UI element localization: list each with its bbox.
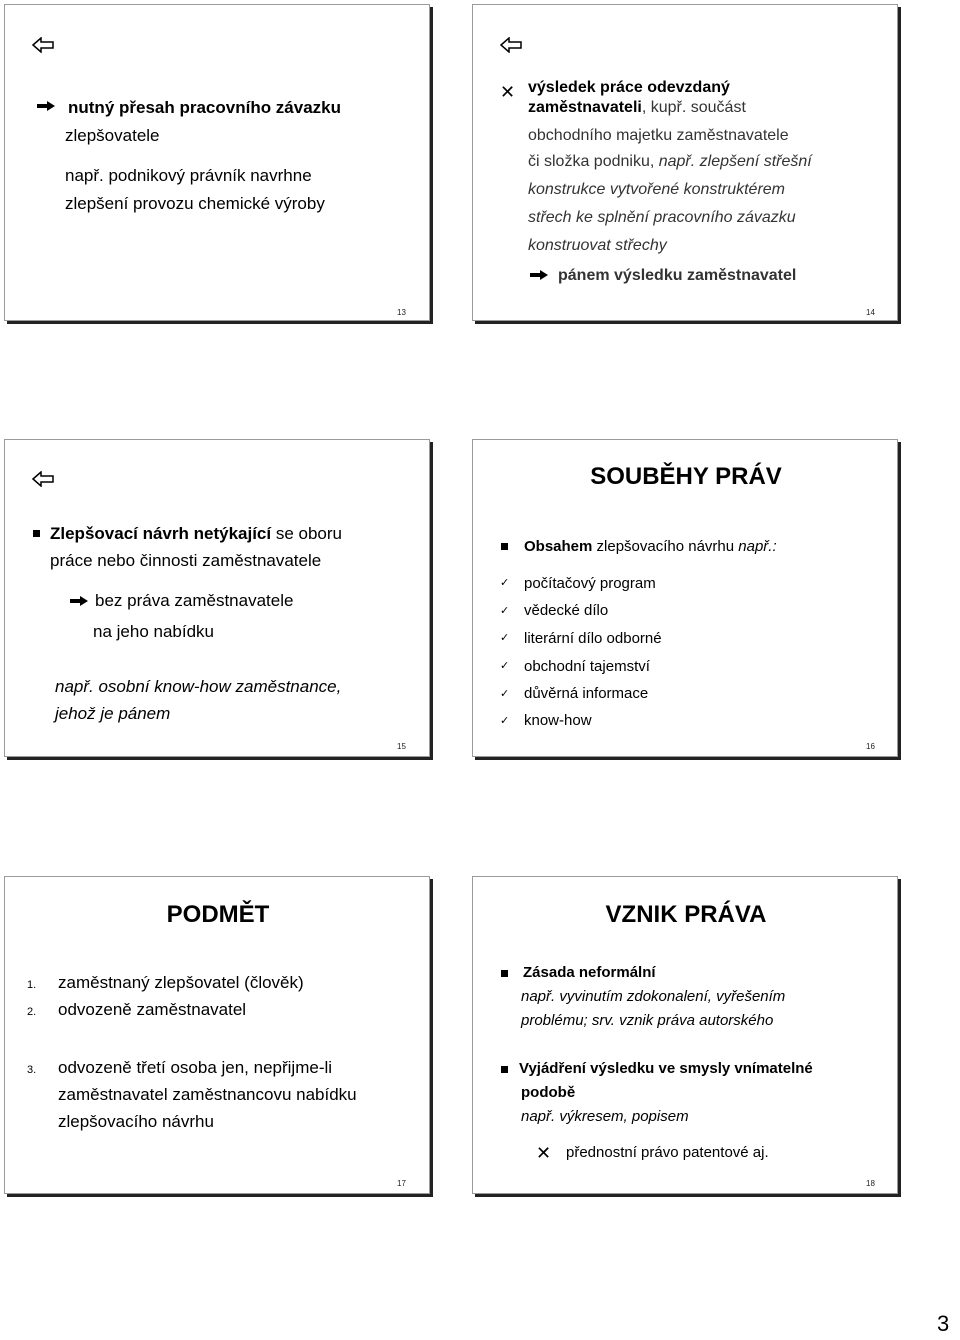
s14-line-5: konstrukce vytvořené konstruktérem bbox=[528, 181, 785, 198]
square-bullet-icon bbox=[501, 1066, 508, 1073]
s18-title: VZNIK PRÁVA bbox=[605, 901, 767, 928]
s14-line-4b: např. zlepšení střešní bbox=[658, 153, 812, 170]
s14-x-bold-1: výsledek práce odevzdaný bbox=[528, 79, 730, 96]
ordered-item-number: 2. bbox=[27, 1006, 37, 1018]
ordered-item-number: 3. bbox=[27, 1064, 37, 1076]
slide-13 bbox=[4, 4, 430, 321]
s16-item: literární dílo odborné bbox=[524, 630, 662, 647]
s14-line-3: obchodního majetku zaměstnavatele bbox=[528, 127, 789, 144]
s13-bullet-bold: nutný přesah pracovního závazku bbox=[68, 98, 342, 117]
s18-b1-line-3: problému; srv. vznik práva autorského bbox=[521, 1012, 774, 1029]
s17-title: PODMĚT bbox=[166, 901, 270, 928]
s16-item: obchodní tajemství bbox=[524, 658, 650, 675]
s17-item-3-line-2: zaměstnavatel zaměstnancovu nabídku bbox=[58, 1085, 357, 1104]
s16-lead bbox=[524, 533, 777, 560]
square-bullet-icon bbox=[501, 543, 508, 550]
slide-number: 13 bbox=[397, 308, 406, 317]
back-arrow-icon bbox=[32, 471, 54, 487]
s16-lead-ital: např.: bbox=[738, 538, 777, 555]
square-bullet-icon bbox=[33, 530, 40, 537]
s13-bullet-cont: zlepšovatele bbox=[65, 126, 160, 145]
s18-b2-bold-2: podobě bbox=[521, 1084, 576, 1101]
slide-17 bbox=[4, 876, 430, 1194]
s14-line-4 bbox=[528, 152, 812, 172]
s16-item: know-how bbox=[524, 712, 592, 729]
s15-bullet-line-2: práce nebo činnosti zaměstnavatele bbox=[50, 551, 322, 570]
s13-example-1: např. podnikový právník navrhne bbox=[65, 166, 312, 185]
s18-b1-bold: Zásada neformální bbox=[523, 964, 656, 981]
pointing-hand-icon bbox=[69, 595, 89, 607]
s15-bullet-bold: Zlepšovací návrh netýkající bbox=[50, 524, 272, 543]
slide-number: 18 bbox=[866, 1179, 875, 1188]
s15-bullet-rest: se oboru bbox=[271, 524, 342, 543]
s16-item: důvěrná informace bbox=[524, 685, 649, 702]
slide-number: 16 bbox=[866, 742, 875, 751]
check-icon: ✓ bbox=[500, 660, 510, 672]
s16-title: SOUBĚHY PRÁV bbox=[590, 463, 782, 490]
s16-item: vědecké dílo bbox=[524, 602, 609, 619]
x-mark-icon: ✕ bbox=[536, 1143, 552, 1163]
s18-x-text: přednostní právo patentové aj. bbox=[566, 1144, 769, 1161]
s15-hand-line-1: bez práva zaměstnavatele bbox=[95, 591, 294, 610]
ordered-item-number: 1. bbox=[27, 979, 37, 991]
s16-lead-rest: zlepšovacího návrhu bbox=[592, 538, 739, 555]
s16-lead-bold: Obsahem bbox=[524, 538, 593, 555]
s14-x-bold-2: zaměstnavateli bbox=[528, 99, 642, 116]
slide-number: 14 bbox=[866, 308, 875, 317]
s15-bullet-line-1 bbox=[50, 520, 342, 548]
s14-line-7: konstruovat střechy bbox=[528, 237, 667, 254]
s14-line-6: střech ke splnění pracovního závazku bbox=[528, 209, 796, 226]
s16-item: počítačový program bbox=[524, 575, 656, 592]
s14-hand-text: pánem výsledku zaměstnavatel bbox=[558, 267, 797, 284]
s15-example-2: jehož je pánem bbox=[55, 704, 171, 723]
x-mark-icon: ✕ bbox=[500, 82, 516, 102]
s13-example-2: zlepšení provozu chemické výroby bbox=[65, 194, 325, 213]
slide-16 bbox=[472, 439, 898, 757]
check-icon: ✓ bbox=[500, 715, 510, 727]
s18-b2-bold-1: Vyjádření výsledku ve smysly vnímatelné bbox=[519, 1060, 813, 1077]
s18-b1-line-2: např. vyvinutím zdokonalení, vyřešením bbox=[521, 988, 786, 1005]
s14-x-tail-2: , kupř. součást bbox=[641, 99, 746, 116]
slide-15 bbox=[4, 439, 430, 757]
s14-x-line-2 bbox=[528, 98, 746, 118]
s15-hand-line-2: na jeho nabídku bbox=[93, 622, 214, 641]
s17-item-3-line-1: odvozeně třetí osoba jen, nepřijme-li bbox=[58, 1058, 333, 1077]
s18-b2-line-3: např. výkresem, popisem bbox=[521, 1108, 689, 1125]
page-number: 3 bbox=[937, 1311, 950, 1336]
s14-line-4a: či složka podniku, bbox=[528, 153, 659, 170]
slide-14 bbox=[472, 4, 898, 321]
check-icon: ✓ bbox=[500, 688, 510, 700]
square-bullet-icon bbox=[501, 970, 508, 977]
check-icon: ✓ bbox=[500, 577, 510, 589]
s17-item-2: odvozeně zaměstnavatel bbox=[58, 1000, 247, 1019]
pointing-hand-icon bbox=[36, 100, 56, 112]
back-arrow-icon bbox=[32, 37, 54, 53]
slide-number: 17 bbox=[397, 1179, 406, 1188]
s17-item-3-line-3: zlepšovacího návrhu bbox=[58, 1112, 214, 1131]
pointing-hand-icon bbox=[529, 269, 549, 281]
slide-18 bbox=[472, 876, 898, 1194]
check-icon: ✓ bbox=[500, 605, 510, 617]
slide-number: 15 bbox=[397, 742, 406, 751]
check-icon: ✓ bbox=[500, 632, 510, 644]
back-arrow-icon bbox=[500, 37, 522, 53]
s15-example-1: např. osobní know-how zaměstnance, bbox=[55, 677, 342, 696]
s17-item-1: zaměstnaný zlepšovatel (člověk) bbox=[58, 973, 304, 992]
